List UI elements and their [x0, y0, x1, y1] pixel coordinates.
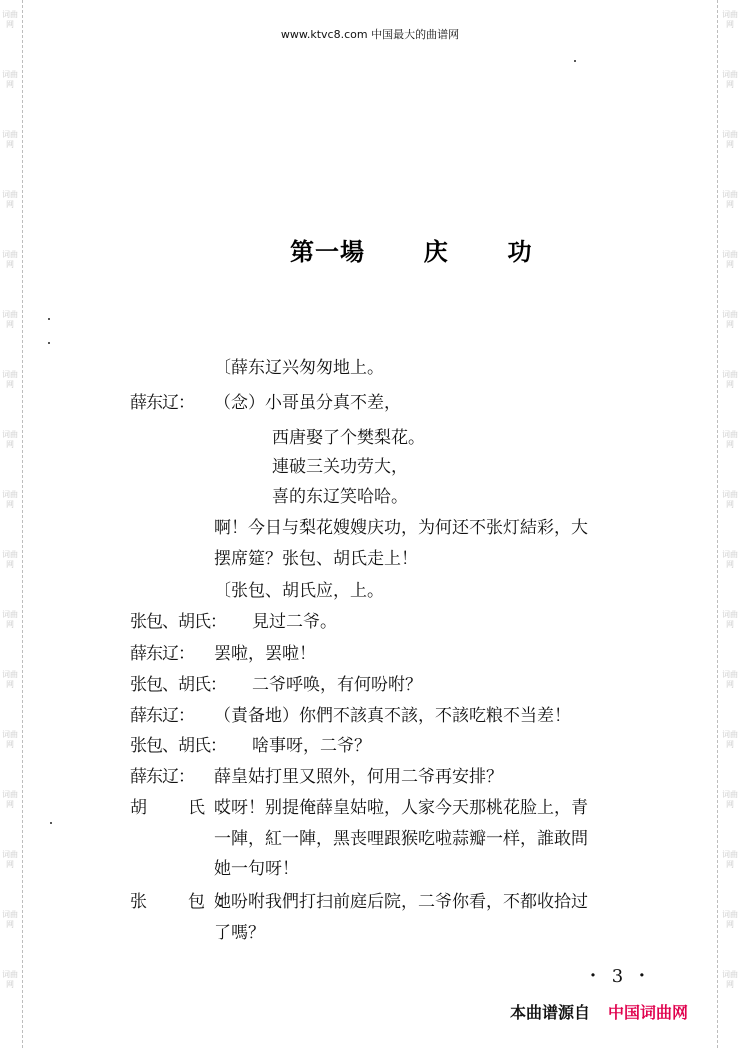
scene-name-char-1: 庆 — [423, 238, 449, 266]
scene-title — [290, 232, 532, 267]
watermark-text: 词曲网 — [722, 310, 738, 329]
scan-speck — [50, 822, 52, 824]
speaker-label: 张 包： — [130, 892, 246, 912]
footer-source-label: 本曲谱源自 — [510, 1003, 591, 1022]
watermark-text: 词曲网 — [722, 250, 738, 269]
watermark-text: 词曲网 — [722, 490, 738, 509]
watermark-text: 词曲网 — [722, 190, 738, 209]
watermark-text: 词曲网 — [722, 610, 738, 629]
header-url-text: www.ktvc8.com 中国最大的曲谱网 — [280, 28, 460, 41]
watermark-text: 词曲网 — [722, 70, 738, 89]
dialogue-text: 二爷呼唤，有何吩咐？ — [252, 675, 422, 695]
watermark-text: 词曲网 — [2, 670, 18, 689]
verse-line: 西唐娶了个樊梨花。 — [272, 428, 425, 448]
footer-site-name: 中国词曲网 — [608, 1003, 689, 1022]
watermark-text: 词曲网 — [722, 970, 738, 989]
dialogue-continuation: 摆席筵？张包、胡氏走上！ — [214, 549, 418, 569]
scene-name-char-2: 功 — [507, 238, 533, 266]
watermark-text: 词曲网 — [722, 790, 738, 809]
speaker-label: 胡 氏： — [130, 798, 246, 818]
speaker-label: 薛东辽： — [130, 393, 194, 413]
dialogue-continuation: 了嗎？ — [214, 923, 265, 943]
speaker-label: 薛东辽： — [130, 767, 194, 787]
dialogue-continuation: 一陣，紅一陣，黑丧哩跟猴吃啦蒜瓣一样，誰敢問 — [214, 829, 588, 849]
speaker-label: 张包、胡氏： — [130, 675, 226, 695]
watermark-text: 词曲网 — [2, 550, 18, 569]
right-watermark-strip — [717, 0, 740, 1048]
dialogue-text: 罢啦，罢啦！ — [214, 644, 316, 664]
page-number: ・ 3 ・ — [584, 966, 653, 987]
scene-number: 第一場 — [290, 238, 365, 266]
watermark-text: 词曲网 — [2, 10, 18, 29]
watermark-text: 词曲网 — [722, 370, 738, 389]
watermark-text: 词曲网 — [722, 910, 738, 929]
watermark-text: 词曲网 — [722, 850, 738, 869]
speaker-label: 薛东辽： — [130, 644, 194, 664]
watermark-text: 词曲网 — [722, 130, 738, 149]
stage-direction: 〔张包、胡氏应，上。 — [214, 581, 384, 601]
scan-speck — [574, 60, 576, 62]
watermark-text: 词曲网 — [2, 730, 18, 749]
dialogue-text: 她吩咐我們打扫前庭后院，二爷你看，不都收拾过 — [214, 892, 588, 912]
watermark-text: 词曲网 — [2, 850, 18, 869]
dialogue-text: （念）小哥虽分真不差， — [214, 393, 401, 413]
verse-line: 喜的东辽笑哈哈。 — [272, 487, 408, 507]
watermark-text: 词曲网 — [2, 190, 18, 209]
watermark-text: 词曲网 — [2, 250, 18, 269]
watermark-text: 词曲网 — [2, 970, 18, 989]
verse-line: 連破三关功劳大， — [272, 457, 408, 477]
watermark-text: 词曲网 — [2, 310, 18, 329]
watermark-text: 词曲网 — [2, 130, 18, 149]
watermark-text: 词曲网 — [722, 430, 738, 449]
left-watermark-strip — [0, 0, 23, 1048]
speaker-label: 张包、胡氏： — [130, 736, 226, 756]
watermark-text: 词曲网 — [722, 10, 738, 29]
speaker-label: 薛东辽： — [130, 706, 194, 726]
scan-speck — [48, 318, 50, 320]
dialogue-text: 啥事呀，二爷？ — [252, 736, 371, 756]
dialogue-text: 薛皇姑打里又照外，何用二爷再安排？ — [214, 767, 503, 787]
dialogue-continuation: 啊！今日与梨花嫂嫂庆功，为何还不张灯結彩，大 — [214, 518, 588, 538]
watermark-text: 词曲网 — [722, 730, 738, 749]
speaker-label: 张包、胡氏： — [130, 612, 226, 632]
watermark-text: 词曲网 — [2, 790, 18, 809]
watermark-text: 词曲网 — [722, 670, 738, 689]
footer-credit — [510, 1000, 688, 1023]
watermark-text: 词曲网 — [722, 550, 738, 569]
watermark-text: 词曲网 — [2, 610, 18, 629]
dialogue-text: 哎呀！别提俺薛皇姑啦，人家今天那桃花脸上，青 — [214, 798, 588, 818]
watermark-text: 词曲网 — [2, 430, 18, 449]
dialogue-continuation: 她一句呀！ — [214, 859, 299, 879]
dialogue-text: （責备地）你們不該真不該，不該吃粮不当差！ — [214, 706, 571, 726]
watermark-text: 词曲网 — [2, 370, 18, 389]
watermark-text: 词曲网 — [2, 70, 18, 89]
scan-speck — [48, 342, 50, 344]
watermark-text: 词曲网 — [2, 490, 18, 509]
dialogue-text: 見过二爷。 — [252, 612, 337, 632]
watermark-text: 词曲网 — [2, 910, 18, 929]
stage-direction: 〔薛东辽兴匆匆地上。 — [214, 358, 384, 378]
